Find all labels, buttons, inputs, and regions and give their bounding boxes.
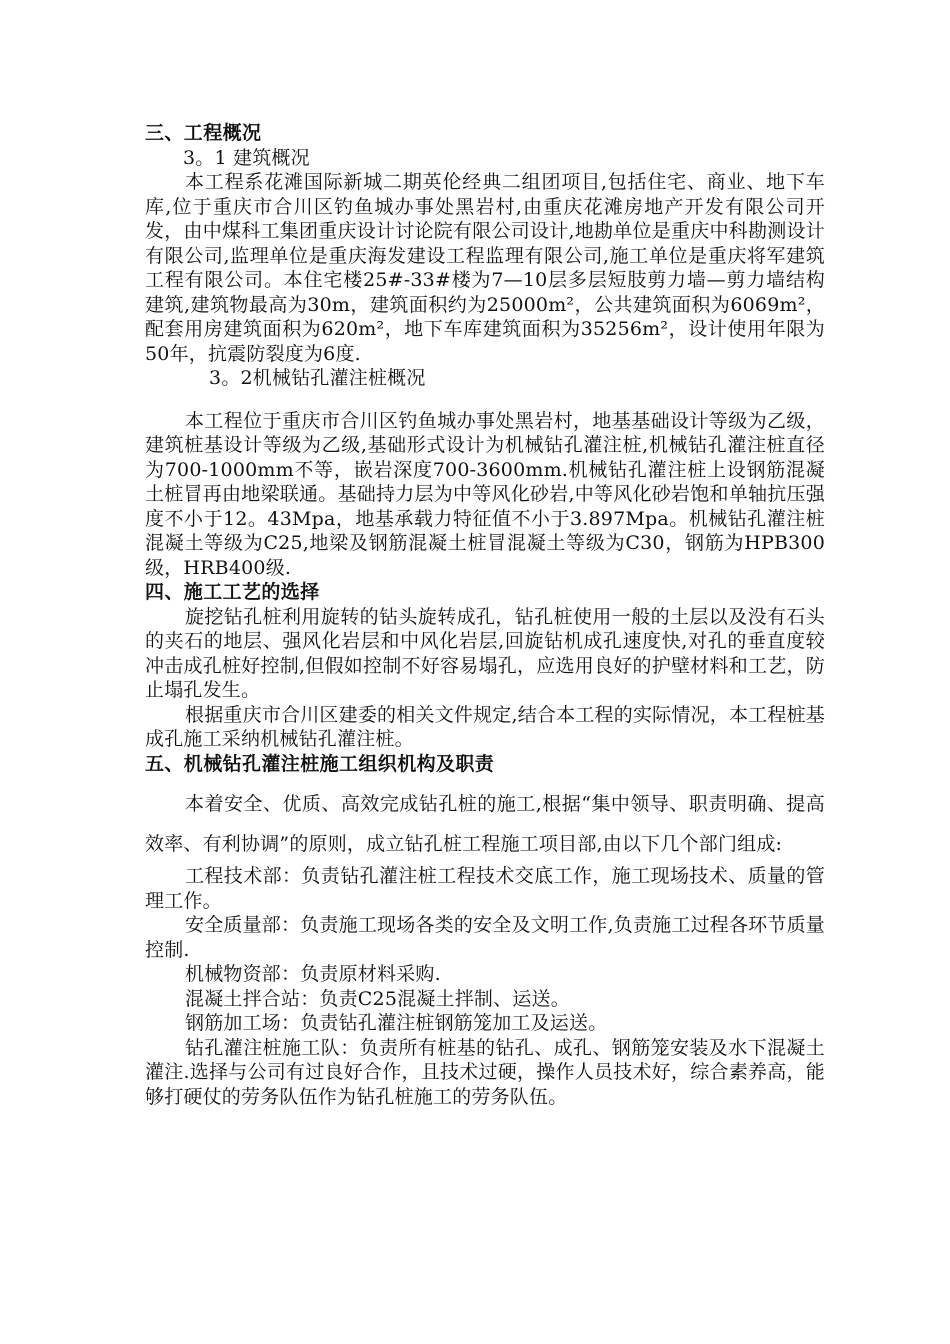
document-page — [145, 121, 825, 1109]
subsection-3-2-title: 3。2机械钻孔灌注桩概况 — [209, 367, 426, 389]
section-5-heading: 五、机械钻孔灌注桩施工组织机构及职责 — [145, 752, 495, 775]
section-5-dept-engineering: 工程技术部：负责钻孔灌注桩工程技术交底工作，施工现场技术、质量的管理工作。 — [145, 865, 825, 912]
section-5-dept-rebar: 钢筋加工场：负责钻孔灌注桩钢筋笼加工及运送。 — [185, 1012, 608, 1034]
section-3-heading: 三、工程概况 — [145, 122, 262, 144]
section-5-dept-drilling-team: 钻孔灌注桩施工队：负责所有桩基的钻孔、成孔、钢筋笼安装及水下混凝土灌注.选择与公司有过良好合作，且技术过硬，操作人员技术好，综合素养高，能够打硬仗的劳务队伍作为钻孔桩施工的劳务队伍。 — [145, 1036, 825, 1108]
section-3-2-paragraph: 本工程位于重庆市合川区钓鱼城办事处黑岩村，地基基础设计等级为乙级，建筑桩基设计等级为乙级,基础形式设计为机械钻孔灌注桩,机械钻孔灌注桩直径为700-1000mm不等，嵌岩深度700-3600mm.机械钻孔灌注桩上设钢筋混凝土桩冒再由地梁联通。基础持力层为中等风化砂岩,中等风化砂岩饱和单轴抗压强度不小于12。43Mpa，地基承载力特征值不小于3.897Mpa。机械钻孔灌注桩混凝土等级为C25,地梁及钢筋混凝土桩冒混凝土等级为C30，钢筋为HPB300级，HRB400级. — [145, 409, 825, 579]
subsection-3-1-title: 3。1 建筑概况 — [183, 146, 310, 169]
section-5-dept-safety: 安全质量部：负责施工现场各类的安全及文明工作,负责施工过程各环节质量控制. — [145, 914, 825, 961]
section-4-heading: 四、施工工艺的选择 — [145, 581, 320, 603]
section-5-paragraph-intro: 本着安全、优质、高效完成钻孔桩的施工,根据“集中领导、职责明确、提高效率、有利协调”的原则，成立钻孔桩工程施工项目部,由以下几个部门组成: — [145, 793, 825, 855]
section-5-dept-materials: 机械物资部：负责原材料采购. — [185, 963, 441, 985]
section-4-paragraph-1: 旋挖钻孔桩利用旋转的钻头旋转成孔，钻孔桩使用一般的土层以及没有石头的夹石的地层、强风化岩层和中风化岩层,回旋钻机成孔速度快,对孔的垂直度较冲击成孔桩好控制,但假如控制不好容易塌孔，应选用良好的护壁材料和工艺，防止塌孔发生。 — [145, 605, 825, 701]
section-4-paragraph-2: 根据重庆市合川区建委的相关文件规定,结合本工程的实际情况，本工程桩基成孔施工采纳机械钻孔灌注桩。 — [145, 703, 825, 750]
section-3-1-paragraph: 本工程系花滩国际新城二期英伦经典二组团项目,包括住宅、商业、地下车库,位于重庆市合川区钓鱼城办事处黑岩村,由重庆花滩房地产开发有限公司开发，由中煤科工集团重庆设计讨论院有限公司设计,地勘单位是重庆中科勘测设计有限公司,监理单位是重庆海发建设工程监理有限公司,施工单位是重庆将军建筑工程有限公司。本住宅楼25#-33#楼为7—10层多层短肢剪力墙—剪力墙结构建筑,建筑物最高为30m，建筑面积约为25000m²，公共建筑面积为6069m²，配套用房建筑面积为620m²，地下车库建筑面积为35256m²，设计使用年限为50年，抗震防裂度为6度. — [145, 171, 825, 365]
section-5-dept-concrete: 混凝土拌合站：负责C25混凝土拌制、运送。 — [185, 987, 570, 1010]
